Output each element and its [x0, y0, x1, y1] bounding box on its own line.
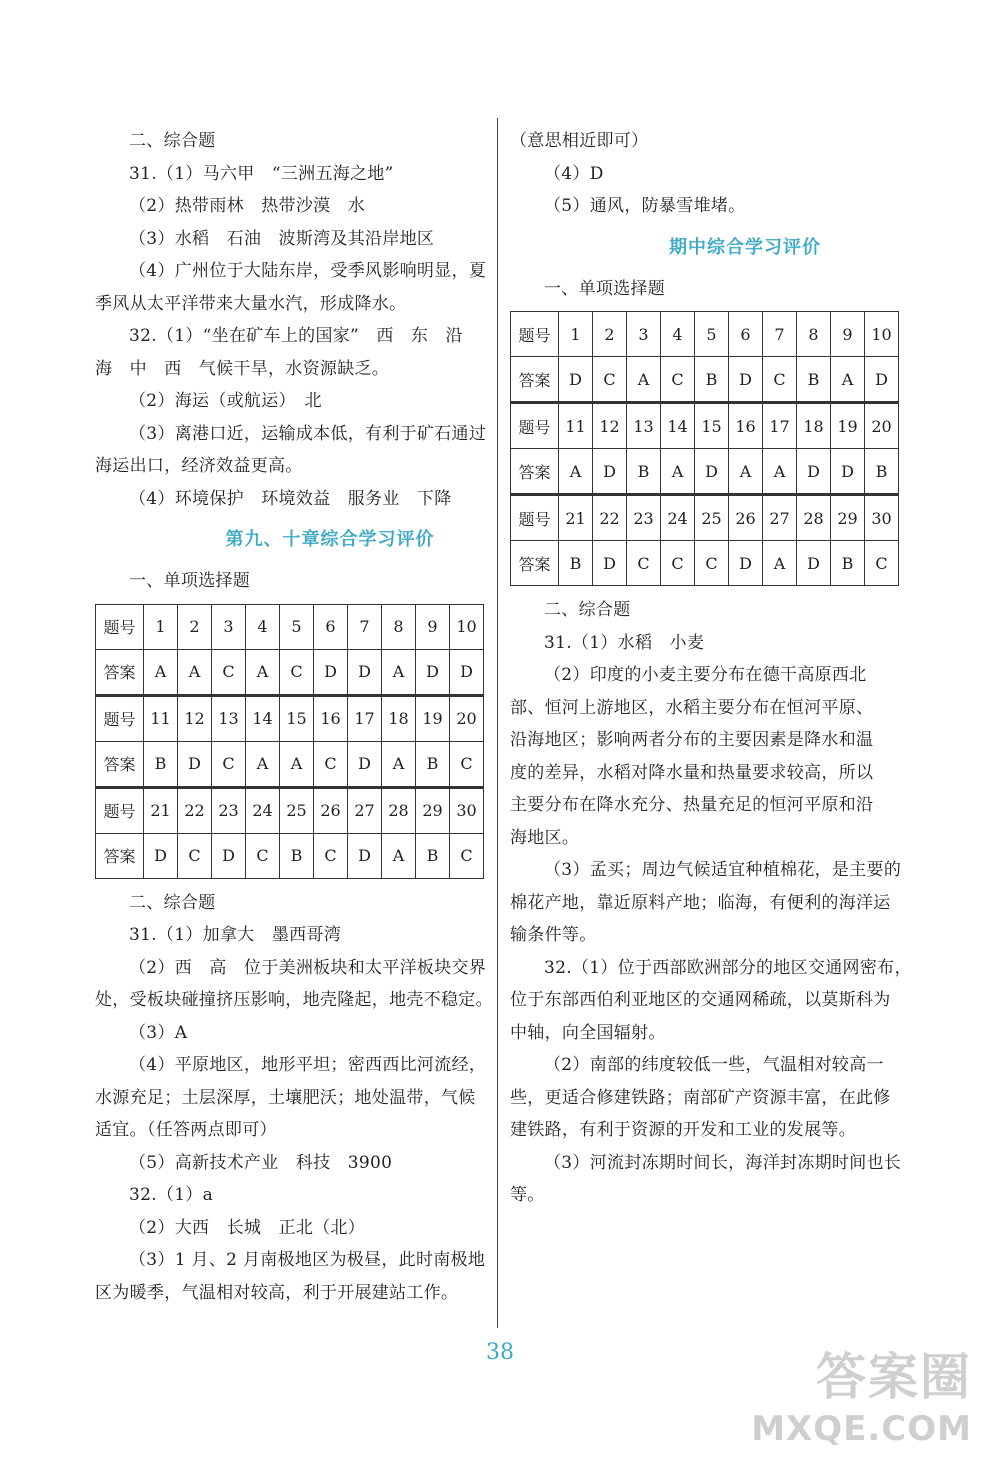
table-cell: 23: [212, 787, 246, 833]
table-cell: 1: [144, 604, 178, 649]
table-cell: 15: [695, 403, 729, 449]
answer-line: （5）高新技术产业 科技 3900: [129, 1152, 393, 1173]
table-cell: B: [559, 541, 593, 586]
table-cell: 27: [348, 787, 382, 833]
watermark-url: MXQE.COM: [751, 1409, 972, 1449]
left-top-answers: [95, 125, 565, 515]
table-cell: A: [246, 741, 280, 787]
row-header-cell: 答案: [511, 449, 559, 495]
table-cell: 23: [627, 495, 661, 541]
table-cell: B: [416, 833, 450, 878]
table-cell: 11: [144, 695, 178, 741]
table-cell: 15: [280, 695, 314, 741]
table-cell: 7: [348, 604, 382, 649]
row-header-cell: 题号: [96, 604, 144, 649]
answer-line: （4）广州位于大陆东岸，受季风影响明显，夏: [129, 261, 487, 281]
table-cell: C: [450, 741, 484, 787]
table-cell: D: [314, 649, 348, 695]
answer-line: （3）孟买；周边气候适宜种植棉花，是主要的: [544, 860, 902, 880]
answer-row: [511, 357, 899, 403]
table-cell: C: [593, 357, 627, 403]
table-cell: 14: [246, 695, 280, 741]
answer-line: 沿海地区；影响两者分布的主要因素是降水和温: [510, 730, 874, 750]
table-cell: C: [314, 741, 348, 787]
answer-line: 31.（1）加拿大 墨西哥湾: [129, 925, 342, 945]
table-cell: D: [416, 649, 450, 695]
table-cell: 21: [559, 495, 593, 541]
answer-line: （意思相近即可）: [510, 131, 649, 151]
answer-line: （4）平原地区，地形平坦；密西西比河流经，: [129, 1055, 487, 1075]
table-cell: 28: [797, 495, 831, 541]
table-cell: 9: [831, 312, 865, 357]
answer-table-midterm: [510, 311, 899, 586]
table-cell: 5: [695, 312, 729, 357]
left-column: [95, 125, 565, 1309]
row-header-cell: 答案: [96, 741, 144, 787]
table-cell: 25: [695, 495, 729, 541]
answer-line: 棉花产地，靠近原料产地；临海，有便利的海洋运: [510, 892, 891, 913]
table-cell: C: [695, 541, 729, 586]
answer-line: （4）环境保护 环境效益 服务业 下降: [129, 488, 452, 509]
table-cell: B: [797, 357, 831, 403]
answer-line: （3）1 月、2 月南极地区为极昼，此时南极地: [129, 1250, 486, 1270]
table-cell: 30: [865, 495, 899, 541]
table-cell: 26: [729, 495, 763, 541]
answer-line: 二、综合题: [544, 600, 631, 620]
table-cell: D: [593, 449, 627, 495]
table-cell: 1: [559, 312, 593, 357]
table-cell: 22: [593, 495, 627, 541]
right-column: [510, 125, 980, 1212]
answer-line: 32.（1）“坐在矿车上的国家” 西 东 沿: [129, 326, 463, 346]
answer-line: 31.（1）水稻 小麦: [544, 632, 705, 653]
table-cell: A: [763, 449, 797, 495]
table-cell: A: [763, 541, 797, 586]
table-cell: D: [212, 833, 246, 878]
single-choice-label: 一、单项选择题: [129, 571, 251, 591]
table-cell: 16: [314, 695, 348, 741]
table-cell: C: [212, 741, 246, 787]
table-cell: B: [280, 833, 314, 878]
table-cell: C: [246, 833, 280, 878]
table-cell: 16: [729, 403, 763, 449]
table-cell: 21: [144, 787, 178, 833]
row-header-cell: 答案: [96, 649, 144, 695]
section-title-midterm: 期中综合学习评价: [669, 236, 821, 258]
right-top-answers: [510, 125, 980, 223]
table-cell: 19: [416, 695, 450, 741]
row-header-cell: 题号: [511, 403, 559, 449]
table-cell: 10: [450, 604, 484, 649]
table-cell: A: [729, 449, 763, 495]
table-cell: 11: [559, 403, 593, 449]
answer-line: 处，受板块碰撞挤压影响，地壳隆起，地壳不稳定。: [95, 990, 493, 1010]
table-cell: 14: [661, 403, 695, 449]
table-cell: D: [348, 649, 382, 695]
question-number-row: [511, 403, 899, 449]
table-cell: 2: [593, 312, 627, 357]
answer-line: 海地区。: [510, 827, 580, 848]
table-cell: 20: [865, 403, 899, 449]
table-cell: 3: [627, 312, 661, 357]
table-cell: A: [144, 649, 178, 695]
table-cell: 29: [831, 495, 865, 541]
answer-line: 31.（1）马六甲 “三洲五海之地”: [129, 163, 394, 184]
table-cell: B: [627, 449, 661, 495]
table-cell: 28: [382, 787, 416, 833]
table-cell: D: [348, 833, 382, 878]
question-number-row: [511, 495, 899, 541]
table-cell: C: [661, 357, 695, 403]
watermark-text: 答案圈: [816, 1348, 972, 1406]
question-number-row: [96, 604, 484, 649]
answer-line: （2）热带雨林 热带沙漠 水: [129, 196, 366, 216]
table-cell: B: [144, 741, 178, 787]
answer-row: [511, 541, 899, 586]
question-number-row: [96, 787, 484, 833]
answer-line: （2）南部的纬度较低一些，气温相对较高一: [544, 1055, 884, 1075]
answer-line: 度的差异，水稻对降水量和热量要求较高，所以: [510, 762, 874, 783]
answer-line: （2）西 高 位于美洲板块和太平洋板块交界: [129, 957, 487, 978]
answer-line: 二、综合题: [129, 131, 216, 151]
table-cell: 8: [797, 312, 831, 357]
table-cell: 18: [382, 695, 416, 741]
table-cell: 7: [763, 312, 797, 357]
table-cell: A: [559, 449, 593, 495]
answer-row: [96, 833, 484, 878]
answer-line: （3）A: [129, 1022, 188, 1043]
question-number-row: [96, 695, 484, 741]
table-cell: D: [559, 357, 593, 403]
answer-line: 季风从太平洋带来大量水汽，形成降水。: [95, 293, 407, 314]
table-cell: 26: [314, 787, 348, 833]
question-number-row: [511, 312, 899, 357]
answer-line: 输条件等。: [510, 925, 597, 945]
table-cell: B: [416, 741, 450, 787]
table-cell: 20: [450, 695, 484, 741]
table-cell: C: [212, 649, 246, 695]
table-cell: A: [831, 357, 865, 403]
row-header-cell: 答案: [96, 833, 144, 878]
table-cell: A: [178, 649, 212, 695]
table-cell: D: [144, 833, 178, 878]
table-cell: 6: [729, 312, 763, 357]
single-choice-label: 一、单项选择题: [544, 278, 666, 299]
table-cell: D: [729, 357, 763, 403]
table-cell: A: [382, 833, 416, 878]
table-cell: D: [348, 741, 382, 787]
row-header-cell: 题号: [96, 695, 144, 741]
left-bottom-answers: [95, 887, 565, 1310]
table-cell: 13: [212, 695, 246, 741]
table-cell: 24: [661, 495, 695, 541]
answer-line: 区为暖季，气温相对较高，利于开展建站工作。: [95, 1282, 459, 1303]
watermark-logo: [751, 1337, 972, 1449]
answer-table-ch9-10: [95, 604, 484, 879]
table-cell: 3: [212, 604, 246, 649]
table-cell: 13: [627, 403, 661, 449]
answer-row: [96, 741, 484, 787]
answer-line: （3）离港口近，运输成本低，有利于矿石通过: [129, 423, 487, 444]
table-cell: D: [450, 649, 484, 695]
table-cell: D: [865, 357, 899, 403]
answer-line: 海 中 西 气候干旱，水资源缺乏。: [95, 358, 390, 379]
answer-line: 等。: [510, 1185, 545, 1205]
answer-line: 主要分布在降水充分、热量充足的恒河平原和沿: [510, 795, 874, 815]
table-cell: D: [729, 541, 763, 586]
table-cell: 12: [178, 695, 212, 741]
table-cell: A: [661, 449, 695, 495]
table-cell: 4: [246, 604, 280, 649]
table-cell: 4: [661, 312, 695, 357]
table-cell: C: [450, 833, 484, 878]
answer-line: 水源充足；土层深厚，土壤肥沃；地处温带，气候: [95, 1087, 476, 1108]
table-cell: A: [382, 649, 416, 695]
answer-line: 部、恒河上游地区，水稻主要分布在恒河平原、: [510, 697, 874, 718]
table-cell: B: [865, 449, 899, 495]
table-cell: 25: [280, 787, 314, 833]
table-cell: C: [661, 541, 695, 586]
table-cell: 29: [416, 787, 450, 833]
page-number: 38: [486, 1340, 514, 1365]
table-cell: B: [695, 357, 729, 403]
table-cell: 2: [178, 604, 212, 649]
answer-line: （2）印度的小麦主要分布在德干高原西北: [544, 665, 867, 685]
row-header-cell: 题号: [511, 312, 559, 357]
answer-line: （3）水稻 石油 波斯湾及其沿岸地区: [129, 228, 435, 249]
table-cell: C: [314, 833, 348, 878]
table-cell: 12: [593, 403, 627, 449]
table-cell: A: [246, 649, 280, 695]
answer-line: （2）大西 长城 正北（北）: [129, 1217, 366, 1238]
answer-line: 位于东部西伯利亚地区的交通网稀疏，以莫斯科为: [510, 990, 891, 1010]
answer-line: 32.（1）位于西部欧洲部分的地区交通网密布，: [544, 957, 912, 978]
table-cell: 6: [314, 604, 348, 649]
answer-line: 中轴，向全国辐射。: [510, 1022, 666, 1043]
row-header-cell: 题号: [511, 495, 559, 541]
table-cell: 5: [280, 604, 314, 649]
table-cell: D: [831, 449, 865, 495]
table-cell: A: [280, 741, 314, 787]
table-cell: 24: [246, 787, 280, 833]
table-cell: A: [627, 357, 661, 403]
answer-row: [511, 449, 899, 495]
table-cell: 19: [831, 403, 865, 449]
answer-line: （3）河流封冻期时间长，海洋封冻期时间也长: [544, 1152, 902, 1173]
table-cell: D: [178, 741, 212, 787]
section-title-ch9-10: 第九、十章综合学习评价: [225, 529, 435, 550]
row-header-cell: 题号: [96, 787, 144, 833]
table-cell: C: [280, 649, 314, 695]
table-cell: C: [865, 541, 899, 586]
row-header-cell: 答案: [511, 357, 559, 403]
table-cell: 22: [178, 787, 212, 833]
table-cell: C: [178, 833, 212, 878]
table-cell: A: [382, 741, 416, 787]
answer-row: [96, 649, 484, 695]
answer-line: （4）D: [544, 163, 604, 184]
table-cell: D: [593, 541, 627, 586]
answer-line: 建铁路，有利于资源的开发和工业的发展等。: [510, 1120, 856, 1140]
answer-line: （2）海运（或航运） 北: [129, 391, 322, 411]
answer-line: 二、综合题: [129, 892, 216, 913]
answer-line: （5）通风，防暴雪堆堵。: [544, 196, 746, 216]
table-cell: 27: [763, 495, 797, 541]
table-cell: 18: [797, 403, 831, 449]
right-bottom-answers: [510, 594, 980, 1212]
table-cell: C: [763, 357, 797, 403]
table-cell: 10: [865, 312, 899, 357]
table-cell: B: [831, 541, 865, 586]
row-header-cell: 答案: [511, 541, 559, 586]
table-cell: D: [695, 449, 729, 495]
table-cell: D: [797, 449, 831, 495]
answer-line: 些，更适合修建铁路；南部矿产资源丰富，在此修: [510, 1087, 891, 1108]
answer-line: 32.（1）a: [129, 1185, 214, 1205]
table-cell: 17: [348, 695, 382, 741]
table-cell: C: [627, 541, 661, 586]
table-cell: 30: [450, 787, 484, 833]
table-cell: 8: [382, 604, 416, 649]
table-cell: 17: [763, 403, 797, 449]
table-cell: D: [797, 541, 831, 586]
answer-line: 海运出口，经济效益更高。: [95, 456, 303, 476]
answer-line: 适宜。（任答两点即可）: [95, 1120, 277, 1140]
table-cell: 9: [416, 604, 450, 649]
